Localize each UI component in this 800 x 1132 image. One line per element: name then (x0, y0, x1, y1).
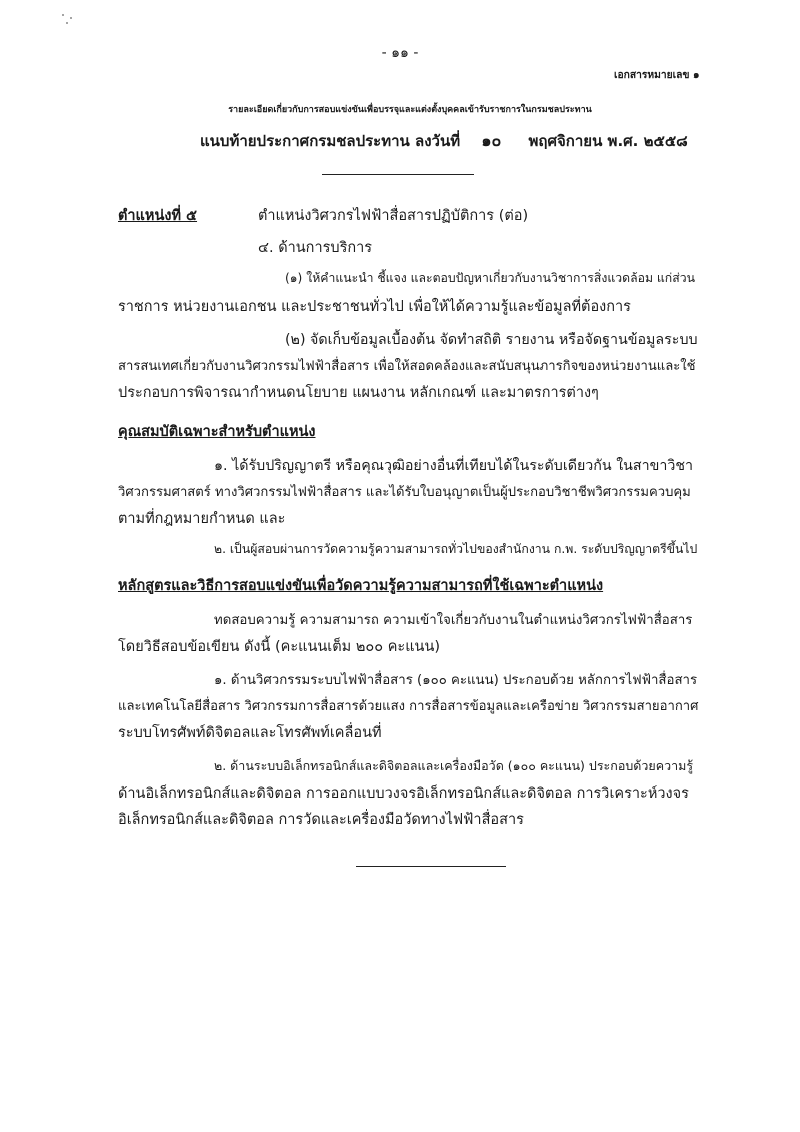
curriculum-item1-line3: ระบบโทรศัพท์ดิจิตอลและโทรศัพท์เคลื่อนที่ (118, 725, 382, 741)
title-date-suffix: พฤศจิกายน พ.ศ. ๒๕๕๘ (528, 132, 688, 150)
service-heading: ๔. ด้านการบริการ (258, 240, 373, 256)
footer-divider (356, 866, 506, 867)
curriculum-intro-line1: ทดสอบความรู้ ความสามารถ ความเข้าใจเกี่ยวกับงานในตำแหน่งวิศวกรไฟฟ้าสื่อสาร (214, 613, 693, 628)
qualification-item1-line3: ตามที่กฎหมายกำหนด และ (118, 511, 286, 527)
scan-speck (62, 14, 64, 16)
position-label: ตำแหน่งที่ ๕ (118, 208, 198, 224)
curriculum-heading: หลักสูตรและวิธีการสอบแข่งขันเพื่อวัดความรู้ความสามารถที่ใช้เฉพาะตำแหน่ง (118, 578, 604, 594)
document-title-line1: รายละเอียดเกี่ยวกับการสอบแข่งขันเพื่อบรรจุและแต่งตั้งบุคคลเข้ารับราชการในกรมชลประทาน (228, 105, 592, 115)
qualifications-heading: คุณสมบัติเฉพาะสำหรับตำแหน่ง (118, 424, 316, 440)
curriculum-item2-line1: ๒. ด้านระบบอิเล็กทรอนิกส์และดิจิตอลและเครื่องมือวัด (๑๐๐ คะแนน) ประกอบด้วยความรู้ (214, 758, 694, 773)
service-item2-line3: ประกอบการพิจารณากำหนดนโยบาย แผนงาน หลักเกณฑ์ และมาตรการต่างๆ (118, 385, 599, 401)
position-name: ตำแหน่งวิศวกรไฟฟ้าสื่อสารปฏิบัติการ (ต่อ) (258, 208, 529, 224)
curriculum-intro-line2: โดยวิธีสอบข้อเขียน ดังนี้ (คะแนนเต็ม ๒๐๐ คะแนน) (118, 639, 441, 655)
document-reference: เอกสารหมายเลข ๑ (614, 69, 700, 81)
curriculum-item1-line1: ๑. ด้านวิศวกรรมระบบไฟฟ้าสื่อสาร (๑๐๐ คะแนน) ประกอบด้วย หลักการไฟฟ้าสื่อสาร (214, 673, 698, 688)
document-title-line2 (200, 129, 688, 154)
curriculum-item2-line2: ด้านอิเล็กทรอนิกส์และดิจิตอล การออกแบบวงจรอิเล็กทรอนิกส์และดิจิตอล การวิเคราะห์วงจร (118, 786, 689, 802)
service-item2-line2: สารสนเทศเกี่ยวกับงานวิศวกรรมไฟฟ้าสื่อสาร เพื่อให้สอดคล้องและสนับสนุนภารกิจของหน่วยงานและใช้ (118, 359, 696, 374)
qualification-item2-line1: ๒. เป็นผู้สอบผ่านการวัดความรู้ความสามารถทั่วไปของสำนักงาน ก.พ. ระดับปริญญาตรีขึ้นไป (214, 542, 698, 556)
service-item1-line1: (๑) ให้คำแนะนำ ชี้แจง และตอบปัญหาเกี่ยวกับงานวิชาการสิ่งแวดล้อม แก่ส่วน (285, 271, 695, 285)
scan-speck (70, 17, 72, 19)
qualification-item1-line1: ๑. ได้รับปริญญาตรี หรือคุณวุฒิอย่างอื่นที่เทียบได้ในระดับเดียวกัน ในสาขาวิชา (214, 458, 694, 474)
curriculum-item1-line2: และเทคโนโลยีสื่อสาร วิศวกรรมการสื่อสารด้วยแสง การสื่อสารข้อมูลและเครือข่าย วิศวกรรมสายอากาศ (118, 699, 699, 714)
curriculum-item2-line3: อิเล็กทรอนิกส์และดิจิตอล การวัดและเครื่องมือวัดทางไฟฟ้าสื่อสาร (118, 812, 524, 828)
title-date-prefix: แนบท้ายประกาศกรมชลประทาน ลงวันที่ (200, 132, 461, 150)
service-item1-line2: ราชการ หน่วยงานเอกชน และประชาชนทั่วไป เพื่อให้ได้ความรู้และข้อมูลที่ต้องการ (118, 299, 631, 315)
title-divider (322, 174, 474, 175)
scan-speck (66, 22, 68, 24)
service-item2-line1: (๒) จัดเก็บข้อมูลเบื้องต้น จัดทำสถิติ รายงาน หรือจัดฐานข้อมูลระบบ (285, 332, 698, 348)
qualification-item1-line2: วิศวกรรมศาสตร์ ทางวิศวกรรมไฟฟ้าสื่อสาร และได้รับใบอนุญาตเป็นผู้ประกอบวิชาชีพวิศวกรรมควบคุม (118, 485, 691, 500)
title-date-day: ๑๐ (481, 131, 502, 150)
page-number: - ๑๑ - (381, 45, 419, 61)
